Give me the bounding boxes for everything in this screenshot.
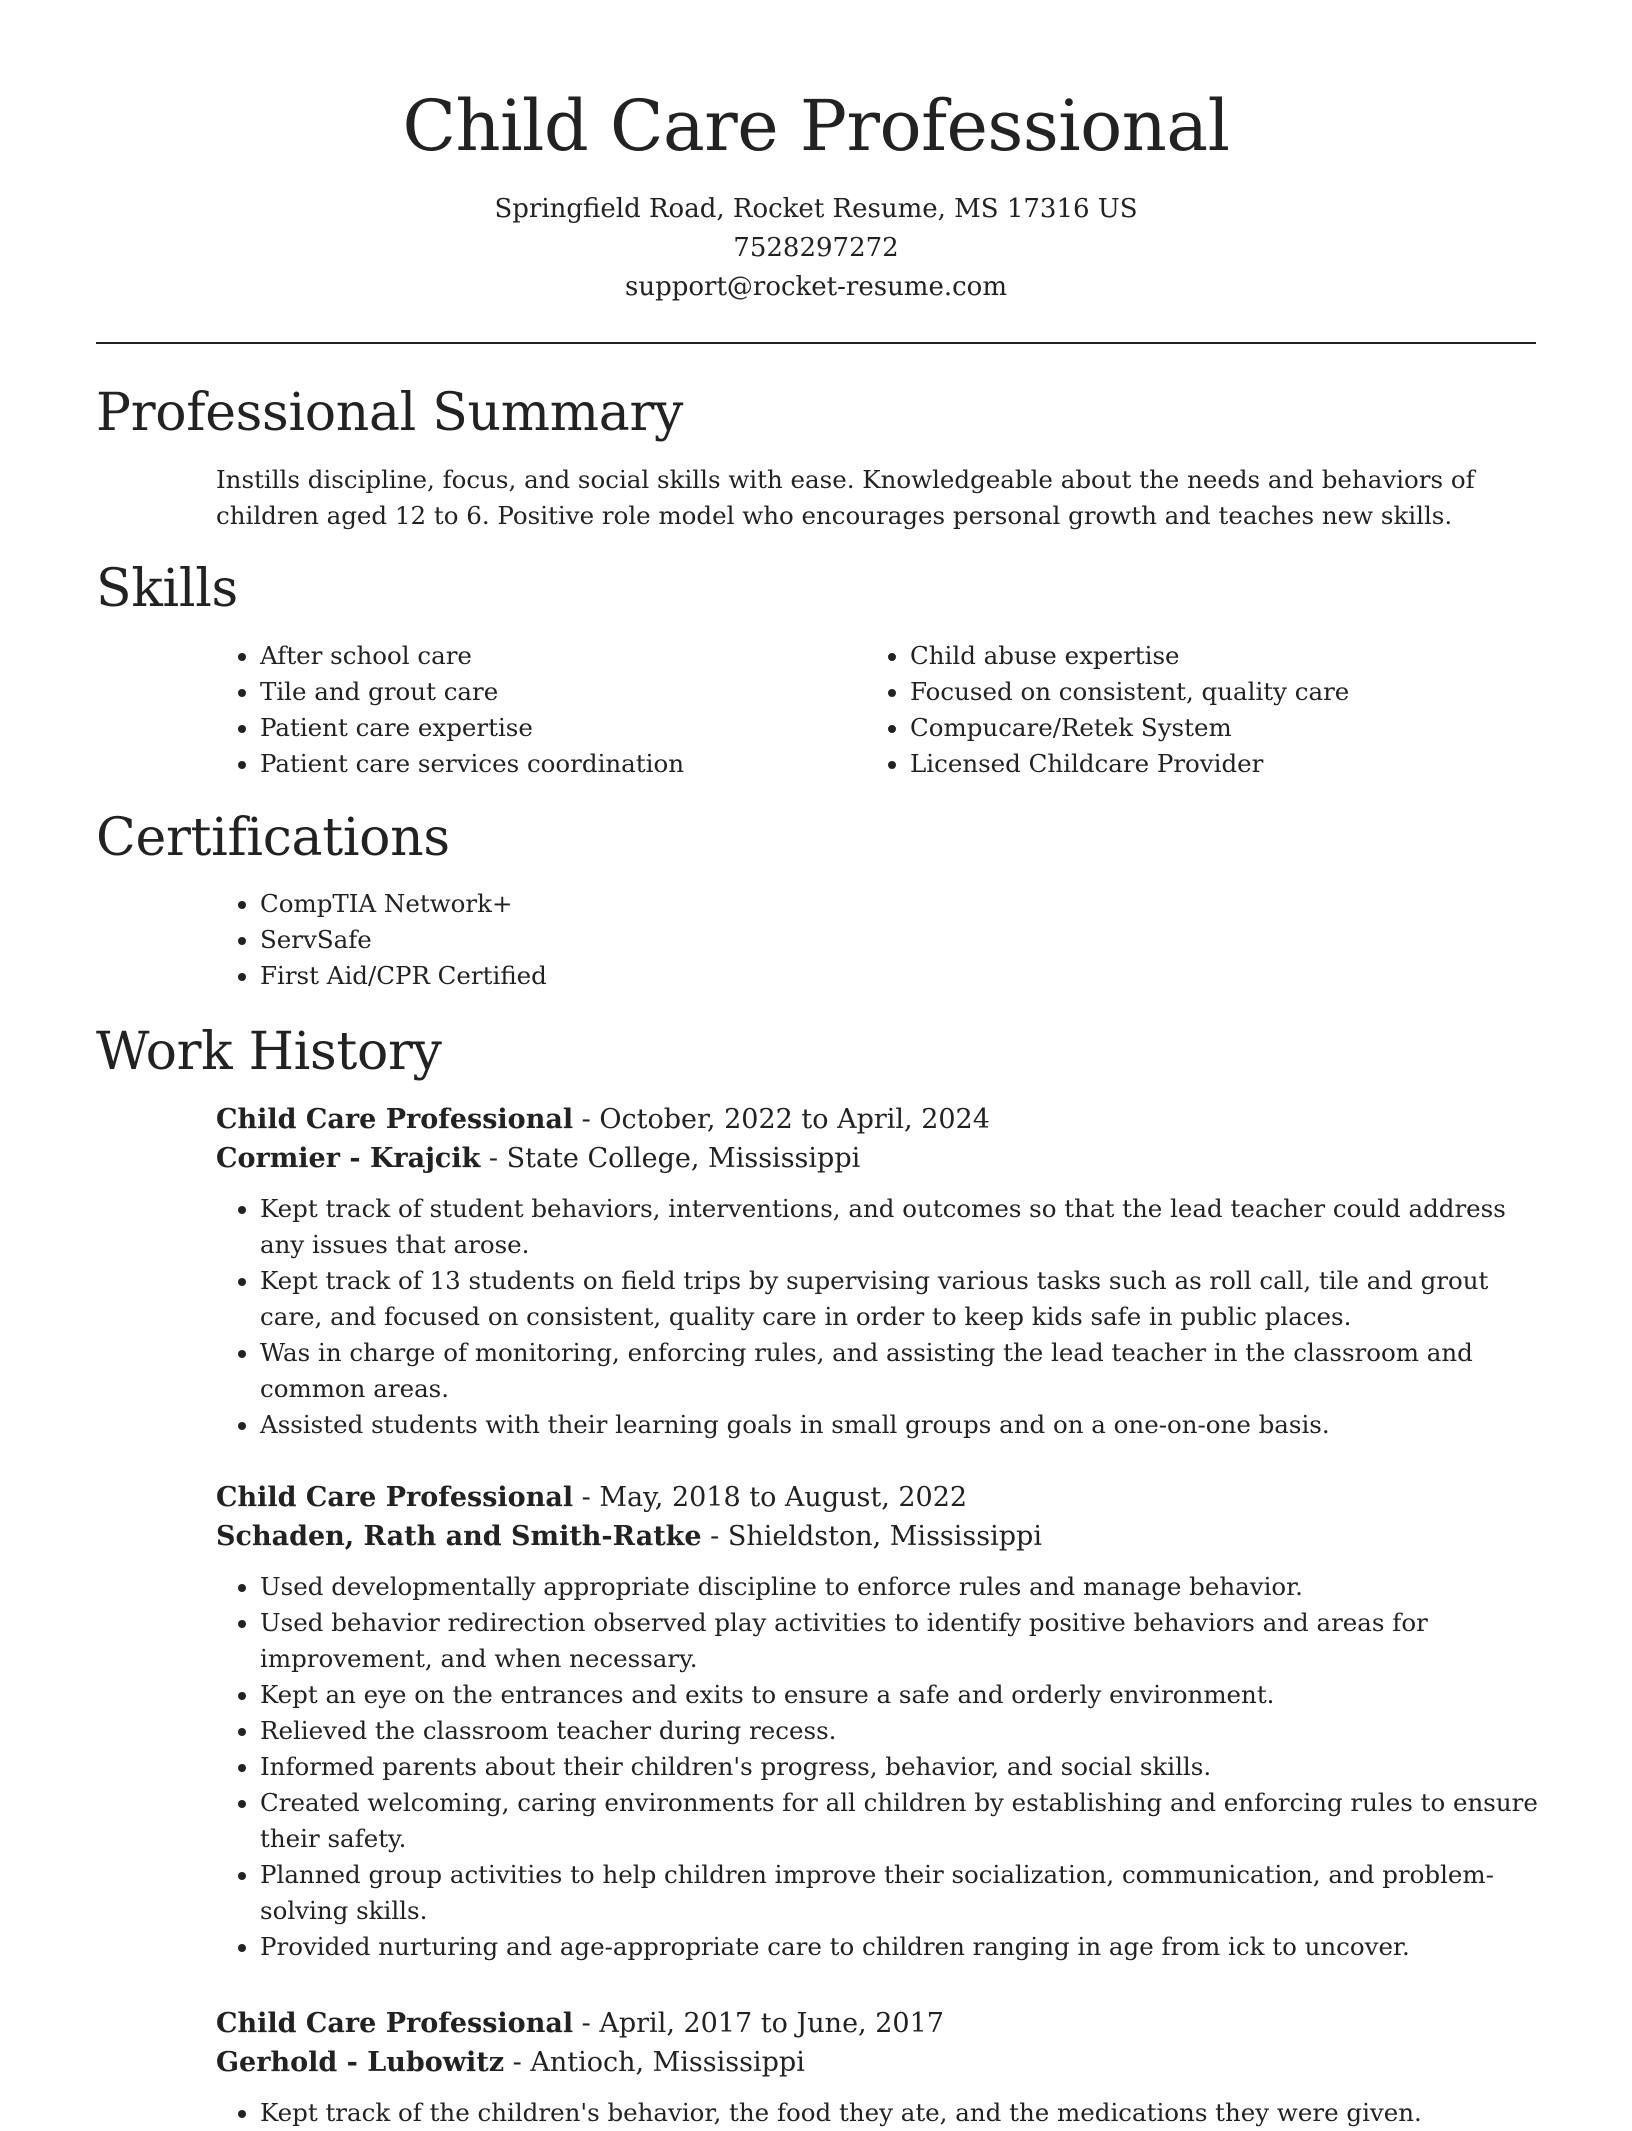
job-dates: - May, 2018 to August, 2022 — [573, 1482, 968, 1513]
work-history-heading: Work History — [96, 1022, 442, 1082]
skills-column-right — [866, 638, 1486, 782]
summary-text: Instills discipline, focus, and social skills with ease. Knowledgeable about the needs and behaviors of children aged 12 to 6. Positive role model who encourages personal growth and teaches new skills. — [216, 465, 1475, 530]
resume-header — [0, 0, 1632, 307]
job-dates: - April, 2017 to June, 2017 — [573, 2008, 944, 2039]
job-bullet: • Assisted students with their learning goals in small groups and on a one-on-one basis. — [260, 1407, 1540, 1443]
job-dates: - October, 2022 to April, 2024 — [573, 1104, 990, 1135]
skill-item: • After school care — [260, 638, 836, 674]
job-bullet: • Kept track of the children's behavior, the food they ate, and the medications they were given. — [260, 2095, 1540, 2131]
job-company-line — [216, 2043, 1540, 2082]
job-company: Gerhold - Lubowitz — [216, 2047, 505, 2078]
candidate-name: Child Care Professional — [402, 85, 1230, 167]
skills-column-left — [216, 638, 836, 782]
job-company-line — [216, 1139, 1540, 1178]
certification-item: • ServSafe — [260, 922, 836, 958]
certifications-heading: Certifications — [96, 808, 450, 868]
certification-item: • First Aid/CPR Certified — [260, 958, 836, 994]
skill-item: • Focused on consistent, quality care — [910, 674, 1486, 710]
job-bullet: • Kept track of student behaviors, interventions, and outcomes so that the lead teacher could address any issues that arose. — [260, 1191, 1540, 1263]
job-title-line — [216, 1478, 1540, 1517]
job-bullet: • Informed parents about their children's progress, behavior, and social skills. — [260, 1749, 1540, 1785]
contact-phone: 7528297272 — [733, 233, 899, 263]
contact-address: Springfield Road, Rocket Resume, MS 17316 US — [494, 194, 1138, 224]
job-entry — [216, 1478, 1540, 1965]
skill-item: • Patient care expertise — [260, 710, 836, 746]
job-title-line — [216, 2004, 1540, 2043]
job-company-line — [216, 1517, 1540, 1556]
job-bullet: • Kept an eye on the entrances and exits to ensure a safe and orderly environment. — [260, 1677, 1540, 1713]
contact-block — [0, 190, 1632, 307]
job-bullet: • Relieved the classroom teacher during recess. — [260, 1713, 1540, 1749]
summary-heading: Professional Summary — [96, 383, 684, 443]
job-role: Child Care Professional — [216, 1104, 574, 1135]
job-bullet: • Was in charge of monitoring, enforcing rules, and assisting the lead teacher in the classroom and common areas. — [260, 1335, 1540, 1407]
skill-item: • Licensed Childcare Provider — [910, 746, 1486, 782]
job-bullet: • Created welcoming, caring environments for all children by establishing and enforcing rules to ensure their safety. — [260, 1785, 1540, 1857]
header-divider — [96, 342, 1536, 344]
job-company: Schaden, Rath and Smith-Ratke — [216, 1521, 702, 1552]
job-role: Child Care Professional — [216, 1482, 574, 1513]
job-bullet: • Used developmentally appropriate discipline to enforce rules and manage behavior. — [260, 1569, 1540, 1605]
skill-item: • Child abuse expertise — [910, 638, 1486, 674]
job-entry — [216, 1100, 1540, 1443]
job-bullet: • Kept track of 13 students on field trips by supervising various tasks such as roll call, tile and grout care, and focused on consistent, quality care in order to keep kids safe in public places. — [260, 1263, 1540, 1335]
job-bullet: • Provided nurturing and age-appropriate care to children ranging in age from ick to uncover. — [260, 1929, 1540, 1965]
skill-item: • Tile and grout care — [260, 674, 836, 710]
job-bullet: • Planned group activities to help children improve their socialization, communication, and problem-solving skills. — [260, 1857, 1540, 1929]
job-role: Child Care Professional — [216, 2008, 574, 2039]
job-location: - Antioch, Mississippi — [504, 2047, 805, 2078]
skills-heading: Skills — [96, 559, 238, 619]
contact-email: support@rocket-resume.com — [624, 272, 1007, 302]
job-title-line — [216, 1100, 1540, 1139]
skill-item: • Compucare/Retek System — [910, 710, 1486, 746]
job-location: - State College, Mississippi — [480, 1143, 861, 1174]
job-bullet: • Used behavior redirection observed play activities to identify positive behaviors and areas for improvement, and when necessary. — [260, 1605, 1540, 1677]
job-company: Cormier - Krajcik — [216, 1143, 481, 1174]
certification-item: • CompTIA Network+ — [260, 886, 836, 922]
skill-item: • Patient care services coordination — [260, 746, 836, 782]
job-location: - Shieldston, Mississippi — [701, 1521, 1042, 1552]
certifications-list — [216, 886, 836, 994]
